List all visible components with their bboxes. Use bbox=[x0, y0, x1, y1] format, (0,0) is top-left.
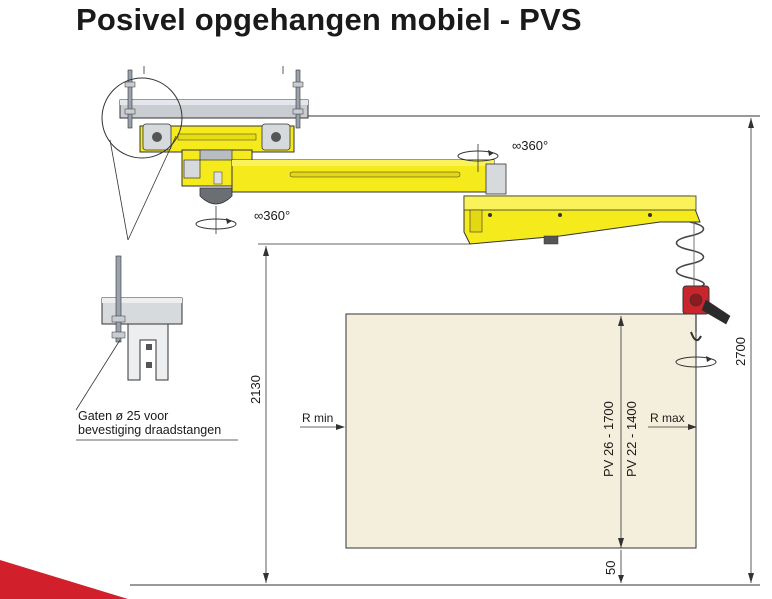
main-arm bbox=[232, 160, 506, 194]
trolley bbox=[140, 124, 294, 152]
detail-leader-1 bbox=[110, 140, 128, 240]
secondary-arm bbox=[464, 196, 700, 244]
rotation-label-base: ∞360° bbox=[254, 208, 291, 223]
r-min-label: R min bbox=[302, 411, 334, 425]
detail-note-line2: bevestiging draadstangen bbox=[78, 423, 222, 437]
detail-note-line1: Gaten ø 25 voor bbox=[78, 409, 169, 423]
rotation-label-arm: ∞360° bbox=[512, 138, 549, 153]
rotation-arrow-base bbox=[196, 206, 236, 234]
ceiling-mount bbox=[120, 66, 308, 128]
work-area bbox=[346, 314, 696, 548]
r-max-label: R max bbox=[650, 411, 685, 425]
note-leader bbox=[76, 340, 120, 410]
dimension-2130-label: 2130 bbox=[248, 375, 263, 404]
travel-label-pv26: PV 26 - 1700 bbox=[601, 401, 616, 477]
detail-bracket bbox=[102, 256, 182, 380]
travel-label-pv22: PV 22 - 1400 bbox=[624, 401, 639, 477]
dimension-2700-label: 2700 bbox=[733, 337, 748, 366]
page-title: Posivel opgehangen mobiel - PVS bbox=[76, 2, 582, 37]
bottom-clearance-label: 50 bbox=[603, 560, 618, 575]
hoist-cable bbox=[677, 222, 705, 290]
dimension-2700 bbox=[748, 118, 754, 583]
corner-accent bbox=[0, 560, 128, 599]
detail-note bbox=[78, 409, 221, 437]
